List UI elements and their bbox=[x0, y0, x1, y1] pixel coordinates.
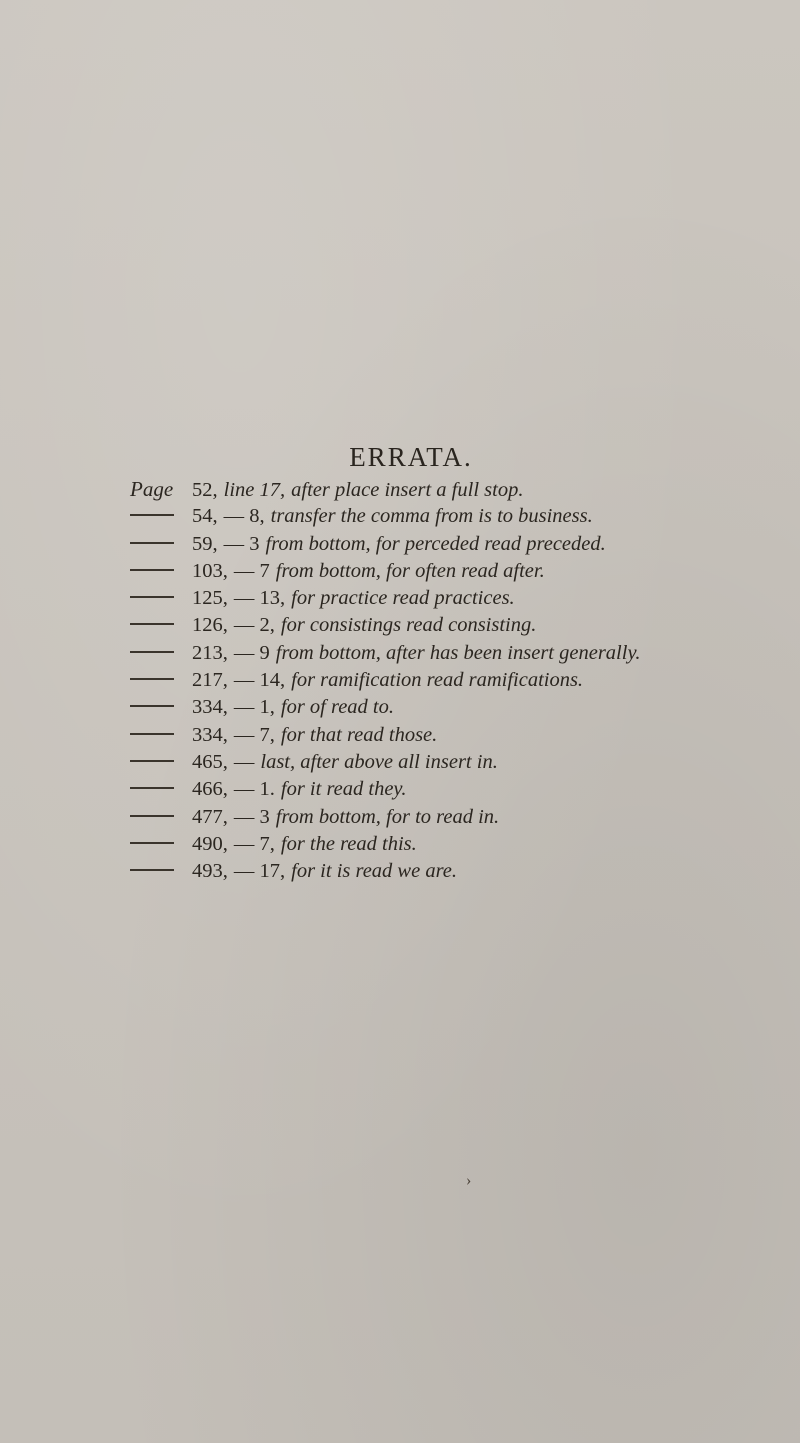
errata-entry bbox=[130, 722, 790, 749]
errata-entry bbox=[130, 503, 790, 530]
errata-title: ERRATA. bbox=[349, 442, 473, 472]
line-ref: — 2, bbox=[233, 614, 275, 637]
line-ref: — 3 bbox=[233, 805, 270, 828]
correction-text: from bottom, for perceded read preceded. bbox=[265, 532, 606, 555]
page-label: Page bbox=[130, 477, 174, 501]
ditto-dash bbox=[130, 640, 192, 667]
line-ref: — bbox=[233, 750, 255, 773]
correction-text: for ramification read ramifications. bbox=[291, 669, 584, 692]
line-ref: — 8, bbox=[223, 505, 265, 528]
line-ref: — 3 bbox=[223, 532, 260, 555]
page-number: 466, bbox=[192, 778, 228, 801]
ditto-dash bbox=[130, 749, 192, 776]
correction-text: last, after above all insert in. bbox=[260, 750, 498, 773]
correction-text: after place insert a full stop. bbox=[291, 479, 524, 501]
errata-entry bbox=[130, 831, 790, 858]
ditto-dash bbox=[130, 667, 192, 694]
line-ref: — 1. bbox=[233, 778, 275, 801]
page-number: 493, bbox=[192, 860, 228, 883]
line-ref: — 14, bbox=[233, 669, 286, 692]
line-ref: — 7 bbox=[233, 559, 270, 582]
correction-text: from bottom, for to read in. bbox=[275, 805, 500, 828]
page-number: 103, bbox=[192, 559, 228, 582]
ditto-dash bbox=[130, 612, 192, 639]
page-number: 52, bbox=[192, 479, 218, 501]
page-number: 213, bbox=[192, 641, 228, 664]
ink-speck-mark: › bbox=[466, 1172, 472, 1189]
errata-entry bbox=[130, 667, 790, 694]
correction-text: for that read those. bbox=[280, 723, 438, 746]
errata-entry bbox=[130, 531, 790, 558]
errata-entry bbox=[130, 640, 790, 667]
line-ref: line 17, bbox=[223, 479, 286, 501]
correction-text: from bottom, after has been insert generally. bbox=[275, 641, 641, 664]
page-number: 126, bbox=[192, 614, 228, 637]
correction-text: for the read this. bbox=[280, 832, 417, 855]
errata-entry bbox=[130, 804, 790, 831]
errata-list bbox=[130, 476, 790, 885]
correction-text: for consistings read consisting. bbox=[280, 614, 537, 637]
ditto-dash bbox=[130, 558, 192, 585]
page-number: 125, bbox=[192, 587, 228, 610]
page-number: 477, bbox=[192, 805, 228, 828]
ditto-dash bbox=[130, 722, 192, 749]
correction-text: from bottom, for often read after. bbox=[275, 559, 545, 582]
ditto-dash bbox=[130, 585, 192, 612]
errata-entry bbox=[130, 585, 790, 612]
page-number: 334, bbox=[192, 696, 228, 719]
line-ref: — 1, bbox=[233, 696, 275, 719]
ditto-dash bbox=[130, 503, 192, 530]
line-ref: — 17, bbox=[233, 860, 286, 883]
errata-entry bbox=[130, 858, 790, 885]
page-number: 490, bbox=[192, 832, 228, 855]
line-ref: — 13, bbox=[233, 587, 286, 610]
correction-text: for of read to. bbox=[280, 696, 395, 719]
errata-entry bbox=[130, 694, 790, 721]
ditto-dash bbox=[130, 858, 192, 885]
errata-entry bbox=[130, 476, 790, 503]
line-ref: — 7, bbox=[233, 832, 275, 855]
errata-entry bbox=[130, 612, 790, 639]
ditto-dash bbox=[130, 776, 192, 803]
ditto-dash bbox=[130, 804, 192, 831]
ditto-dash bbox=[130, 531, 192, 558]
page-number: 465, bbox=[192, 750, 228, 773]
correction-text: for practice read practices. bbox=[291, 587, 515, 610]
page-number: 54, bbox=[192, 505, 218, 528]
errata-entry bbox=[130, 558, 790, 585]
line-ref: — 7, bbox=[233, 723, 275, 746]
correction-text: transfer the comma from is to business. bbox=[270, 505, 593, 528]
correction-text: for it is read we are. bbox=[291, 860, 458, 883]
line-ref: — 9 bbox=[233, 641, 270, 664]
page-number: 217, bbox=[192, 669, 228, 692]
correction-text: for it read they. bbox=[280, 778, 407, 801]
errata-entry bbox=[130, 776, 790, 803]
ditto-dash bbox=[130, 831, 192, 858]
page-number: 59, bbox=[192, 532, 218, 555]
errata-entry bbox=[130, 749, 790, 776]
page-number: 334, bbox=[192, 723, 228, 746]
ditto-dash bbox=[130, 694, 192, 721]
